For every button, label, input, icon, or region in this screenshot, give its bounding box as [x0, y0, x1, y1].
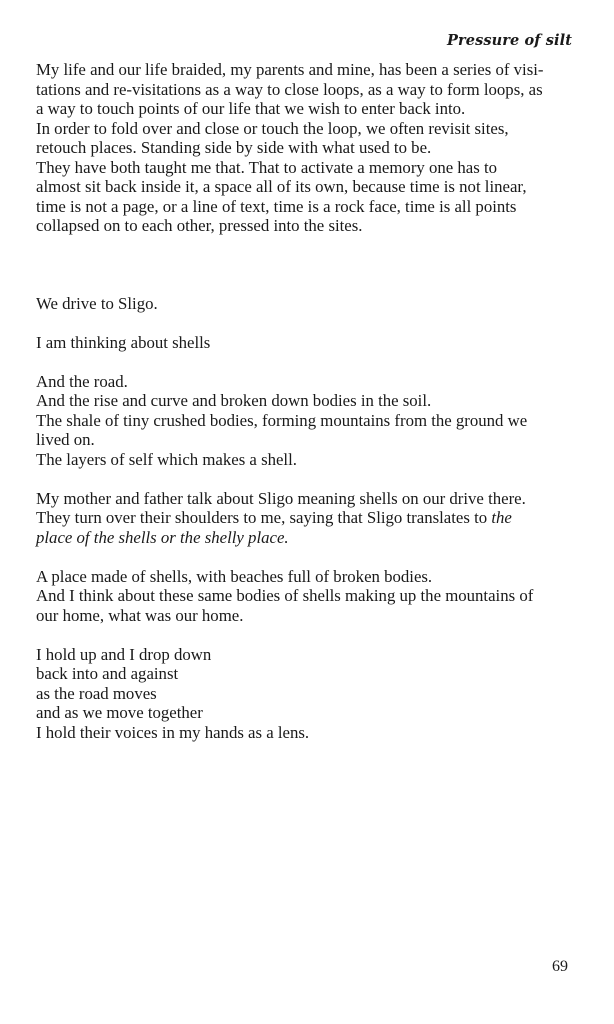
text-line: My life and our life braided, my parents and mine, has been a series of visi-	[36, 60, 544, 79]
stanza	[36, 333, 584, 353]
page-number: 69	[552, 958, 568, 975]
text-line: tations and re-visitations as a way to close loops, as a way to form loops, as	[36, 79, 543, 99]
text-line: lived on.	[36, 430, 95, 449]
running-head: Pressure of silt	[447, 32, 572, 49]
text-line: I hold up and I drop down	[36, 644, 212, 664]
text-fragment: They turn over their shoulders to me, saying that Sligo translates to	[36, 508, 492, 527]
text-line	[36, 508, 584, 528]
stanza	[36, 294, 584, 314]
italic-phrase: place of the shells or the shelly place.	[36, 527, 289, 547]
text-line: almost sit back inside it, a space all of its own, because time is not linear,	[36, 177, 527, 196]
text-line: time is not a page, or a line of text, time is a rock face, time is all points	[36, 196, 517, 216]
text-line: A place made of shells, with beaches full of broken bodies.	[36, 566, 433, 586]
stanza	[36, 372, 584, 470]
text-line: And the rise and curve and broken down bodies in the soil.	[36, 391, 432, 410]
text-line: My mother and father talk about Sligo meaning shells on our drive there.	[36, 488, 526, 508]
prose-paragraph	[36, 60, 584, 236]
text-line: back into and against	[36, 664, 179, 683]
italic-phrase: the	[491, 508, 512, 527]
stanza	[36, 567, 584, 626]
text-line: We drive to Sligo.	[36, 293, 158, 313]
text-line: The layers of self which makes a shell.	[36, 449, 297, 469]
text-line: In order to fold over and close or touch the loop, we often revisit sites,	[36, 118, 509, 138]
text-line: They have both taught me that. That to activate a memory one has to	[36, 157, 498, 177]
stanza	[36, 645, 584, 743]
text-line: I am thinking about shells	[36, 332, 211, 352]
text-line: And the road.	[36, 371, 128, 391]
text-line: I hold their voices in my hands as a lens.	[36, 722, 310, 742]
text-line: our home, what was our home.	[36, 605, 244, 625]
page-body	[36, 60, 584, 742]
stanza	[36, 489, 584, 548]
text-line: retouch places. Standing side by side with what used to be.	[36, 138, 432, 157]
text-line	[36, 528, 584, 548]
text-line: And I think about these same bodies of shells making up the mountains of	[36, 586, 534, 605]
text-line: and as we move together	[36, 703, 203, 722]
text-line: as the road moves	[36, 683, 157, 703]
text-line: The shale of tiny crushed bodies, forming mountains from the ground we	[36, 410, 528, 430]
text-line: collapsed on to each other, pressed into the sites.	[36, 216, 363, 235]
text-line: a way to touch points of our life that we wish to enter back into.	[36, 99, 466, 118]
